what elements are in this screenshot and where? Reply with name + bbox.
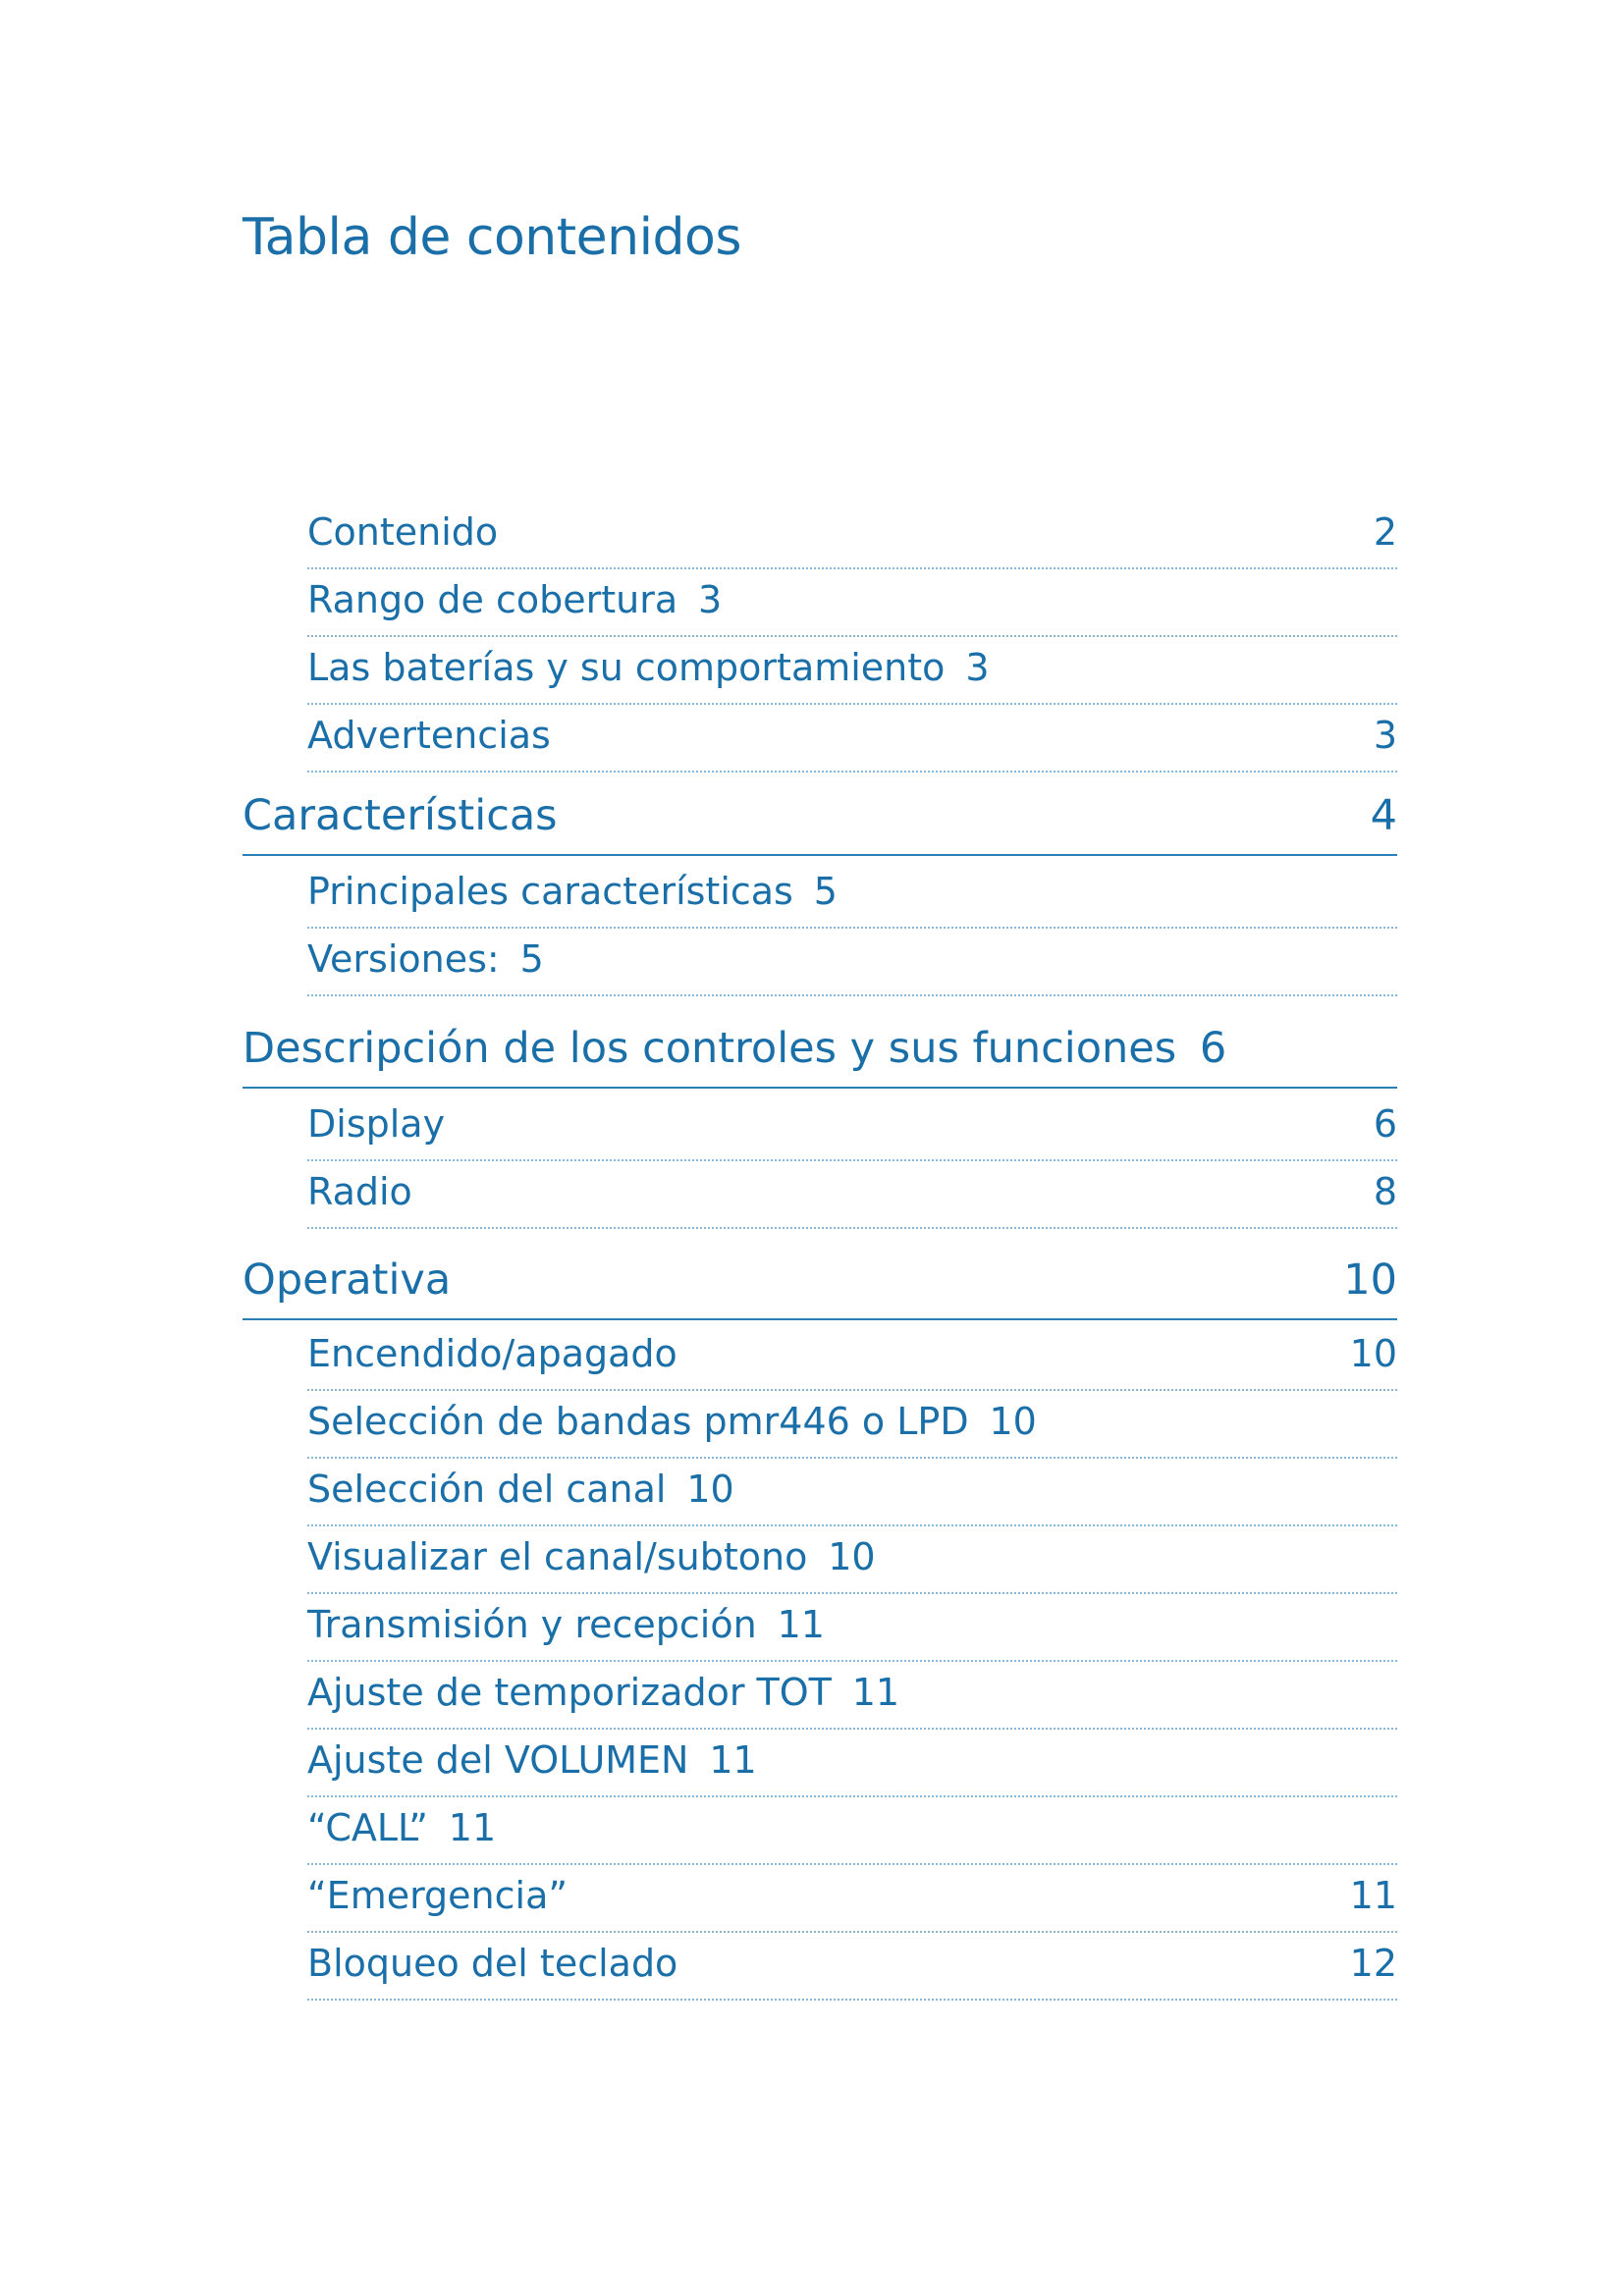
toc-entry-page: 10 — [1349, 1332, 1397, 1375]
toc-entry-page: 6 — [1373, 1102, 1397, 1146]
toc-entry-label: Transmisión y recepción — [307, 1603, 757, 1646]
toc-entry-label: Principales características — [307, 870, 793, 913]
toc-entry-page: 2 — [1373, 510, 1397, 554]
toc-entry-radio[interactable] — [307, 1170, 1397, 1229]
toc-section-page: 6 — [1199, 1024, 1227, 1073]
toc-entry-label: Las baterías y su comportamiento — [307, 646, 946, 689]
toc-entry-label: Ajuste del VOLUMEN — [307, 1738, 689, 1782]
toc-entry-label: Contenido — [307, 510, 499, 554]
toc-entry-label: Encendido/apagado — [307, 1332, 677, 1375]
toc-entry-page: 3 — [1373, 714, 1397, 757]
toc-entry-page: 11 — [709, 1738, 757, 1782]
toc-entry-label: Selección del canal — [307, 1468, 667, 1511]
toc-entry-label: Display — [307, 1102, 446, 1146]
toc-entry-bloqueo-teclado[interactable] — [307, 1942, 1397, 2001]
toc-entry-call[interactable] — [307, 1806, 1397, 1865]
toc-entry-page: 8 — [1373, 1170, 1397, 1213]
toc-entry-label: Versiones: — [307, 937, 500, 981]
toc-entry-transmision-recepcion[interactable] — [307, 1603, 1397, 1662]
toc-entry-encendido-apagado[interactable] — [307, 1332, 1397, 1391]
toc-entry-page: 12 — [1349, 1942, 1397, 1985]
toc-entry-label: Rango de cobertura — [307, 578, 678, 621]
toc-entry-label: Ajuste de temporizador TOT — [307, 1671, 832, 1714]
toc-entry-versiones[interactable] — [307, 937, 1397, 996]
toc-entry-label: Selección de bandas pmr446 o LPD — [307, 1400, 969, 1443]
page-title: Tabla de contenidos — [243, 208, 741, 267]
toc-entry-page: 3 — [965, 646, 990, 689]
toc-entry-page: 11 — [777, 1603, 825, 1646]
toc-entry-page: 11 — [851, 1671, 900, 1714]
toc-entry-label: “Emergencia” — [307, 1874, 568, 1917]
toc-entry-page: 11 — [1349, 1874, 1397, 1917]
toc-entry-seleccion-bandas[interactable] — [307, 1400, 1397, 1459]
toc-section-caracteristicas[interactable] — [243, 791, 1397, 856]
toc-section-operativa[interactable] — [243, 1255, 1397, 1320]
toc-entry-page: 10 — [828, 1535, 876, 1578]
toc-entry-label: Advertencias — [307, 714, 551, 757]
toc-entry-ajuste-volumen[interactable] — [307, 1738, 1397, 1797]
toc-entry-label: Visualizar el canal/subtono — [307, 1535, 808, 1578]
toc-entry-page: 5 — [519, 937, 544, 981]
toc-section-label: Descripción de los controles y sus funciones — [243, 1024, 1177, 1073]
toc-entry-page: 11 — [448, 1806, 497, 1849]
toc-section-page: 10 — [1343, 1255, 1397, 1305]
toc-section-label: Operativa — [243, 1255, 452, 1305]
toc-entry-advertencias[interactable] — [307, 714, 1397, 773]
toc-entry-page: 10 — [686, 1468, 734, 1511]
toc-entry-visualizar-canal[interactable] — [307, 1535, 1397, 1594]
toc-entry-emergencia[interactable] — [307, 1874, 1397, 1933]
toc-entry-baterias[interactable] — [307, 646, 1397, 705]
toc-entry-temporizador-tot[interactable] — [307, 1671, 1397, 1730]
toc-entry-rango-de-cobertura[interactable] — [307, 578, 1397, 637]
toc-entry-contenido[interactable] — [307, 510, 1397, 569]
toc-entry-label: “CALL” — [307, 1806, 428, 1849]
toc-entry-page: 3 — [698, 578, 723, 621]
toc-entry-seleccion-canal[interactable] — [307, 1468, 1397, 1526]
toc-entry-principales-caracteristicas[interactable] — [307, 870, 1397, 929]
toc-section-descripcion-controles[interactable] — [243, 1024, 1397, 1089]
toc-entry-label: Radio — [307, 1170, 412, 1213]
toc-entry-page: 10 — [989, 1400, 1037, 1443]
toc-entry-page: 5 — [813, 870, 838, 913]
toc-section-label: Características — [243, 791, 558, 840]
toc-entry-display[interactable] — [307, 1102, 1397, 1161]
toc-entry-label: Bloqueo del teclado — [307, 1942, 678, 1985]
toc-section-page: 4 — [1370, 791, 1397, 840]
